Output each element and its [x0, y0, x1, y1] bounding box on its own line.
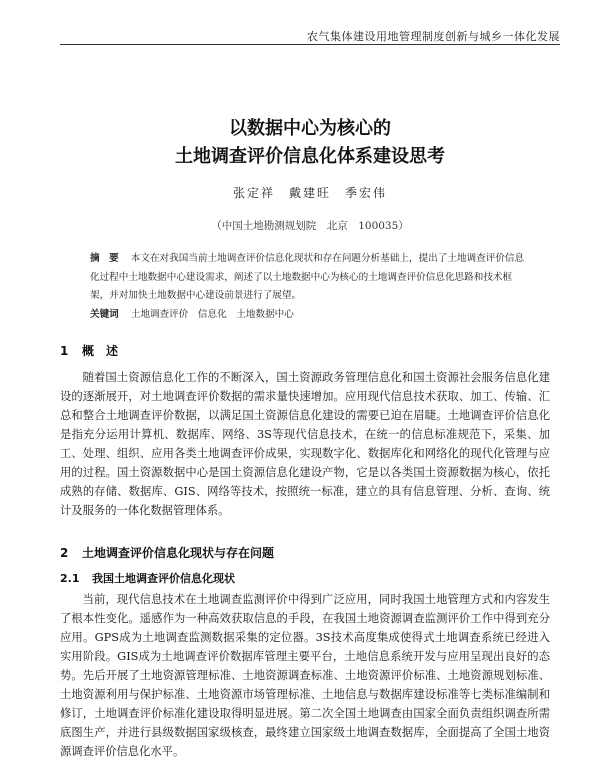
- keywords: [90, 306, 526, 325]
- section-1-number: 1: [60, 344, 69, 358]
- authors: 张定祥 戴建旺 季宏伟: [232, 186, 387, 200]
- subsection-2-1-paragraph: 当前，现代信息技术在土地调查监测评价中得到广泛应用，同时我国土地管理方式和内容发生了根本性变化。遥感作为一种高效获取信息的手段，在我国土地资源调查监测评价工作中得到充分应用。GPS成为土地调查监测数据采集的定位器。3S技术高度集成使得式土地调查系统已经进入实用阶段。GIS成为土地调查评价数据库管理主要平台，土地信息系统开发与应用呈现出良好的态势。先后开展了土地资源管理标准、土地资源调查标准、土地资源评价标准、土地资源规划标准、土地资源利用与保护标准、土地资源市场管理标准、土地信息与数据库建设标准等七类标准编制和修订，土地调查评价标准化建设取得明显进展。第二次全国土地调查由国家全面负责组织调查所需底图生产，并进行县级数据国家级核查，最终建立国家级土地调查数据库，全面提高了全国土地资源调查评价信息化水平。: [60, 593, 550, 758]
- section-1-heading: [60, 342, 118, 359]
- section-1-title: 概 述: [82, 344, 119, 358]
- header-rule: [60, 44, 560, 45]
- section-1-paragraph: 随着国土资源信息化工作的不断深入，国土资源政务管理信息化和国土资源社会服务信息化建设的逐渐展开，对土地调查评价数据的需求量快速增加。应用现代信息技术获取、加工、传输、汇总和整合土地调查评价数据，以满足国土资源信息化建设的需要已迫在眉睫。土地调查评价信息化是指充分运用计算机、数据库、网络、3S等现代信息技术，在统一的信息标准规范下，采集、加工、处理、组织、应用各类土地调查评价成果，实现数字化、数据库化和网络化的现代化管理与应用的过程。国土资源数据中心是国土资源信息化建设产物，它是以各类国土资源数据为核心，依托成熟的存储、数据库、GIS、网络等技术，按照统一标准，建立的具有信息管理、分析、查询、统计及服务的一体化数据管理体系。: [60, 371, 550, 517]
- section-2-heading: [60, 544, 274, 561]
- keywords-text: 土地调查评价 信息化 土地数据中心: [130, 308, 294, 320]
- paper-title-line-2: 土地调查评价信息化体系建设思考: [175, 146, 445, 167]
- section-2-number: 2: [60, 546, 69, 560]
- subsection-2-1-number: 2.1: [60, 572, 80, 585]
- abstract-text: 本文在对我国当前土地调查评价信息化现状和存在问题分析基础上，提出了土地调查评价信息化过程中土地数据中心建设需求，阐述了以土地数据中心为核心的土地调查评价信息化思路和技术框架，并对加快土地数据中心建设前景进行了展望。: [90, 253, 525, 301]
- abstract: [90, 250, 526, 306]
- abstract-block: [90, 250, 526, 324]
- running-header: 农气集体建设用地管理制度创新与城乡一体化发展: [307, 30, 560, 43]
- affiliation: （中国土地勘测规划院 北京 100035）: [211, 220, 409, 232]
- subsection-2-1-heading: [60, 570, 235, 586]
- paper-title-line-1: 以数据中心为核心的: [229, 118, 391, 139]
- section-2-title: 土地调查评价信息化现状与存在问题: [82, 546, 275, 560]
- abstract-label: 摘 要: [90, 253, 119, 264]
- subsection-2-1-title: 我国土地调查评价信息化现状: [92, 572, 235, 585]
- keywords-label: 关键词: [90, 308, 119, 320]
